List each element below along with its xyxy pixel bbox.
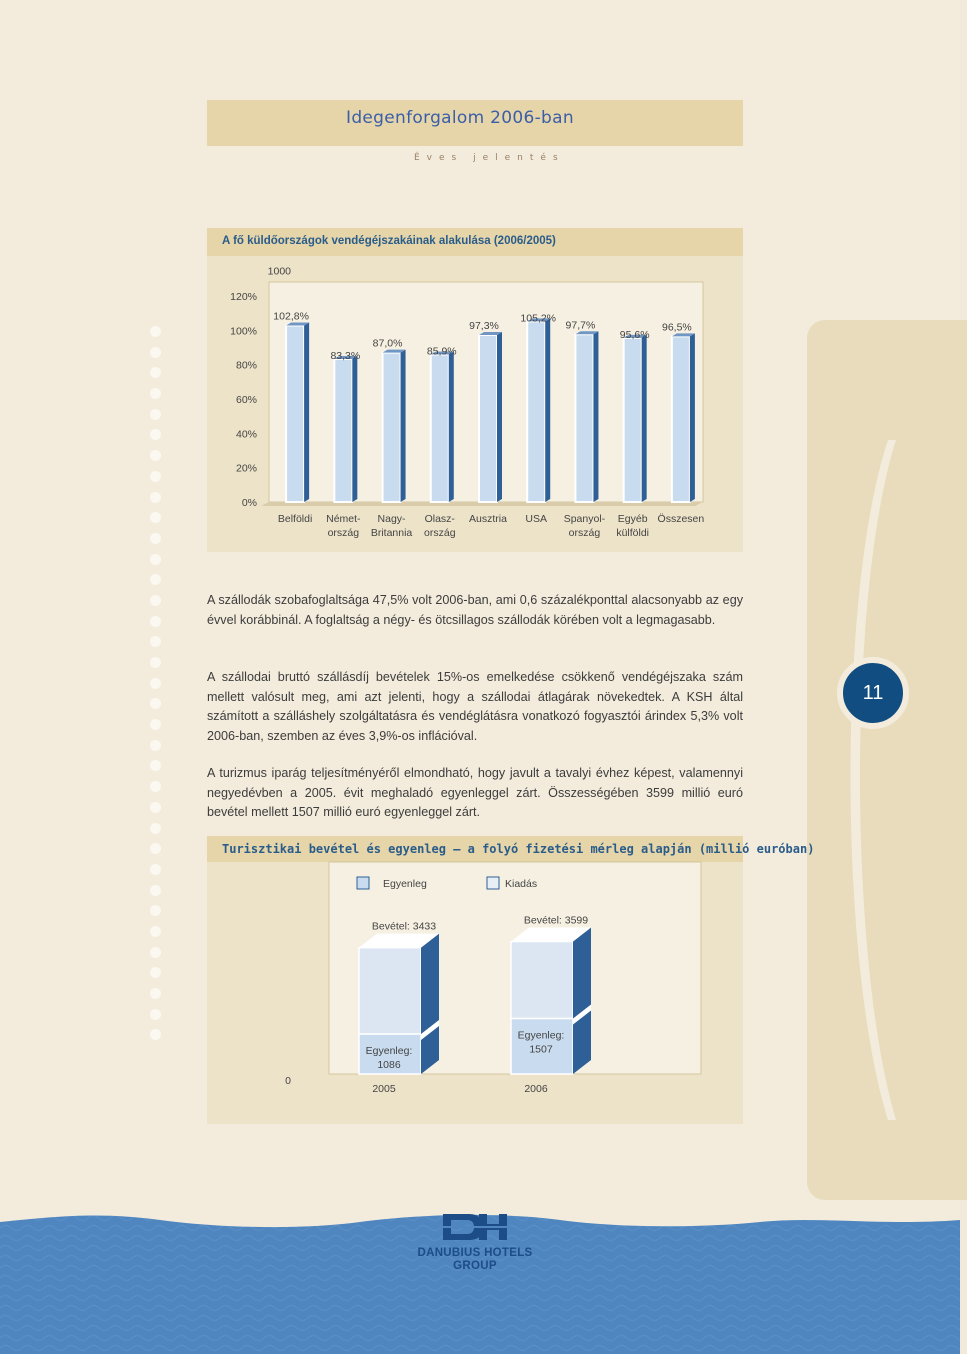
chart1-y-tick-label: 100% [230, 325, 257, 338]
chart1-bar [527, 321, 545, 502]
chart2-revenue-label: Bevétel: 3433 [371, 920, 437, 933]
chart1-bar-side [401, 350, 406, 502]
chart1-value-label: 85,9% [426, 345, 457, 358]
chart1-y-tick-label: 120% [230, 291, 257, 303]
chart1-category-label: Belföldi [277, 513, 313, 525]
chart1-value-label: 87,0% [372, 337, 403, 350]
paragraph-revenue: A szállodai bruttó szállásdíj bevételek 15%-os emelkedése csökkenő vendégéjszaka szám mellett valósult meg, ami azt jelenti, hogy a szállodai átlagárak növekedtek. A KSH által számított a szálláshely szolgáltatásra és vendéglátásra vonatkozó fogyasztói árindex 5,3% volt 2006-ban, szemben az éves 3,9%-os inflációval. [207, 670, 743, 743]
decorative-dot [150, 678, 161, 689]
decorative-dot [150, 388, 161, 399]
chart1-category-label: Spanyol- [563, 513, 606, 525]
decorative-dot [150, 719, 161, 730]
chart1-bar [624, 338, 642, 502]
decorative-dot [150, 367, 161, 378]
decorative-dot [150, 947, 161, 958]
chart1-category-label: külföldi [616, 527, 650, 539]
decorative-dot [150, 802, 161, 813]
chart1-category-label: ország [327, 527, 360, 539]
decorative-dot [150, 781, 161, 792]
chart1-bar-side [304, 323, 309, 502]
page-number-badge: 11 [837, 657, 909, 729]
decorative-dot [150, 1029, 161, 1040]
chart1-bar-side [497, 332, 502, 502]
decorative-dot [150, 554, 161, 565]
chart1-category-label: Német- [326, 513, 361, 525]
decorative-dot [150, 698, 161, 709]
chart2-y-tick-label: 1000 [267, 265, 291, 278]
chart1-bar-side [690, 333, 695, 502]
decorative-dot [150, 967, 161, 978]
decorative-dot [150, 595, 161, 606]
chart1-bar [431, 355, 449, 502]
chart2-balance-label: Egyenleg: [365, 1045, 413, 1058]
chart1-category-label: Összesen [657, 513, 705, 525]
chart1-category-label: USA [525, 513, 548, 525]
chart1-bar-side [593, 331, 598, 502]
chart1-bar-side [352, 356, 357, 502]
chart1-value-label: 97,7% [565, 319, 596, 332]
chart1-bar [383, 353, 401, 502]
chart2-bar-side [421, 934, 439, 1074]
chart1-category-label: Britannia [370, 527, 413, 539]
chart1-y-tick-label: 0% [241, 497, 257, 509]
page-subtitle: Éves jelentés [414, 153, 565, 163]
chart1-bar-chart [207, 256, 743, 552]
decorative-dot [150, 823, 161, 834]
decorative-dot [150, 616, 161, 627]
decorative-dot [150, 905, 161, 916]
page-title: Idegenforgalom 2006-ban [346, 108, 574, 128]
decorative-dot [150, 471, 161, 482]
decorative-dot [150, 988, 161, 999]
chart1-bar-side [545, 318, 550, 502]
chart2-revenue-label: Bevétel: 3599 [523, 914, 589, 927]
decorative-dot [150, 512, 161, 523]
chart2-balance-value: 1507 [529, 1043, 553, 1056]
decorative-dot [150, 843, 161, 854]
decorative-dot-column [150, 326, 164, 1050]
chart1-value-label: 102,8% [273, 310, 309, 323]
chart1-bar [334, 359, 352, 502]
chart1-bar [575, 334, 593, 502]
chart1-value-label: 96,5% [661, 321, 692, 334]
chart1-bar [286, 326, 304, 502]
chart2-bar-kiadas [511, 942, 573, 1019]
chart1-y-tick-label: 80% [235, 359, 257, 372]
chart2-bar-side [573, 928, 591, 1074]
chart1-category-label: Egyéb [617, 513, 648, 525]
chart2-y-tick-label: 0 [285, 1075, 291, 1087]
decorative-dot [150, 926, 161, 937]
decorative-dot [150, 574, 161, 585]
decorative-arc [838, 440, 898, 1120]
chart2-title: Turisztikai bevétel és egyenleg – a folyó fizetési mérleg alapján (millió euróban) [222, 842, 815, 856]
chart1-category-label: Nagy- [377, 513, 406, 525]
decorative-dot [150, 409, 161, 420]
chart1-value-label: 83,3% [330, 350, 361, 363]
decorative-dot [150, 326, 161, 337]
decorative-dot [150, 450, 161, 461]
paragraph-tourism: A turizmus iparág teljesítményéről elmondható, hogy javult a tavalyi évhez képest, valamennyi negyedévben a 2005. évit meghaladó egyenleggel zárt. Összességében 3599 millió euró bevétel mellett 1507 millió euró egyenleggel zárt. [207, 766, 743, 819]
decorative-dot [150, 533, 161, 544]
chart1-y-tick-label: 20% [235, 462, 257, 475]
chart2-bar-kiadas [359, 948, 421, 1034]
chart2-legend-swatch-kiadas [487, 877, 499, 889]
chart2-category-label: 2005 [372, 1083, 396, 1095]
decorative-dot [150, 885, 161, 896]
chart1-title: A fő küldőországok vendégéjszakáinak alakulása (2006/2005) [222, 235, 556, 247]
chart2-category-label: 2006 [524, 1083, 548, 1095]
chart2-legend-egyenleg: Egyenleg [383, 878, 427, 890]
chart1-bar-side [449, 352, 454, 502]
decorative-dot [150, 740, 161, 751]
logo-line-1: DANUBIUS HOTELS [417, 1247, 533, 1259]
chart1-value-label: 105,2% [520, 312, 557, 325]
chart1-value-label: 97,3% [469, 319, 499, 332]
decorative-dot [150, 429, 161, 440]
chart2-balance-value: 1086 [377, 1059, 401, 1072]
chart2-legend-kiadas: Kiadás [505, 878, 538, 890]
logo-line-2: GROUP [453, 1260, 497, 1272]
chart2-legend-swatch-egyenleg [357, 877, 369, 889]
chart1-bar [479, 335, 497, 502]
decorative-dot [150, 657, 161, 668]
chart1-category-label: Olasz- [424, 513, 455, 525]
decorative-dot [150, 636, 161, 647]
decorative-dot [150, 492, 161, 503]
chart1-category-label: ország [568, 527, 601, 539]
chart1-value-label: 95,6% [619, 328, 650, 341]
decorative-dot [150, 1009, 161, 1020]
decorative-dot [150, 347, 161, 358]
danubius-logo-icon [441, 1210, 511, 1244]
decorative-dot [150, 760, 161, 771]
chart1-y-tick-label: 40% [235, 428, 257, 441]
chart2-balance-label: Egyenleg: [517, 1029, 565, 1042]
decorative-dot [150, 864, 161, 875]
chart1-category-label: ország [424, 527, 456, 539]
chart1-y-tick-label: 60% [235, 394, 257, 406]
logo-text [393, 1247, 557, 1273]
chart1-bar [672, 336, 690, 502]
paragraph-occupancy: A szállodák szobafoglaltsága 47,5% volt 2006-ban, ami 0,6 százalékponttal alacsonyabb az egy évvel korábbinál. A foglaltság a négy- és ötcsillagos szállodák körében volt a legmagasabb. [207, 593, 743, 627]
chart1-category-label: Ausztria [469, 513, 507, 525]
chart1-bar-side [642, 335, 647, 502]
